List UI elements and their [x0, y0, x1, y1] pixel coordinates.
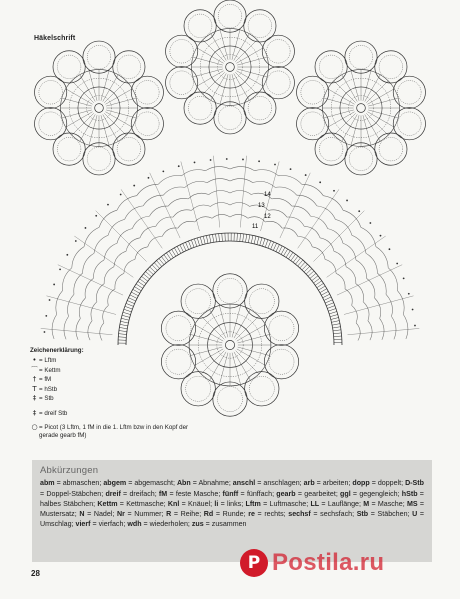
fan-band-stitch [323, 294, 330, 298]
abbreviation-key: Stb [356, 510, 369, 519]
fan-band-stitch [122, 315, 130, 317]
fan-ray [298, 189, 339, 248]
fan-band-stitch [191, 240, 194, 248]
abbreviation-key: Abn [176, 479, 191, 488]
fan-chain-dot [194, 162, 196, 164]
fan-band-stitch [334, 336, 342, 337]
fan-band-stitch [142, 276, 148, 281]
abbreviation-entry: M = Masche; [363, 499, 407, 508]
abbreviation-value: Kettmasche [126, 499, 164, 508]
abbreviation-value: doppelt [377, 479, 402, 488]
fan-band-stitch [330, 315, 338, 317]
fan-band-stitch [123, 312, 131, 314]
fan-band-stitch [206, 236, 208, 244]
abbreviation-key: wdh [127, 520, 142, 529]
abbreviation-entry: sechsf = sechsfach; [288, 510, 357, 519]
fan-band-stitch [177, 246, 181, 253]
fan-band-stitch [326, 303, 333, 306]
fan-chain-dot [66, 254, 68, 256]
abbreviation-entry: fünff = fünffach; [222, 489, 277, 498]
fan-band-stitch [126, 303, 133, 306]
fan-chain-dot [226, 158, 228, 160]
fan-chain-dot [49, 299, 51, 301]
abbreviation-value: Luftmasche [269, 499, 307, 508]
abbreviation-entry: Lftm = Luftmasche; [245, 499, 311, 508]
legend-item [30, 357, 190, 364]
abbreviation-value: sechsfach [320, 510, 353, 519]
fan-band-stitch [246, 234, 247, 242]
fan-band-stitch [200, 237, 202, 245]
fan-band-stitch [188, 241, 191, 248]
fan-band-stitch [281, 247, 285, 254]
abbreviation-entry: fM = feste Masche; [158, 489, 223, 498]
abbreviation-key: MS [406, 499, 418, 508]
fan-ray [121, 189, 162, 248]
abbreviation-value: Abnahme [198, 479, 229, 488]
fan-band-stitch [331, 318, 339, 320]
watermark [240, 549, 384, 577]
abbreviation-value: gegengleich [359, 489, 398, 498]
legend-title: Zeichenerklärung: [30, 347, 84, 354]
abbreviation-entry: R = Reihe; [166, 510, 204, 519]
single-crochet-icon: † [32, 375, 37, 384]
abbreviation-entry: Knl = Knäuel; [167, 499, 215, 508]
abbreviation-entry: vierf = vierfach; [75, 520, 128, 529]
fan-chain-dot [319, 181, 321, 183]
abbreviations-title: Abkürzungen [40, 465, 99, 476]
legend-text: = Stb [39, 395, 54, 403]
abbreviation-key: Nr [117, 510, 125, 519]
fan-ray [344, 296, 414, 315]
fan-band-stitch [219, 234, 220, 242]
abbreviation-value: Runde [222, 510, 244, 519]
motif-top-left [33, 41, 165, 175]
fan-band-stitch [143, 274, 149, 279]
fan-band-stitch [257, 237, 259, 245]
abbreviation-value: gearbeitet [304, 489, 336, 498]
abbreviation-value: Mustersatz [40, 510, 75, 519]
abbreviation-key: re [248, 510, 255, 519]
fan-band-stitch [164, 255, 169, 261]
abbreviation-key: N [79, 510, 85, 519]
motif-top-right [295, 41, 427, 175]
fan-band-stitch [118, 337, 126, 338]
legend-item [30, 376, 190, 383]
fan-band-stitch [320, 289, 327, 293]
fan-band-stitch [276, 245, 280, 252]
fan-band-stitch [131, 292, 138, 296]
fan-band-stitch [180, 245, 184, 252]
fan-band-stitch [134, 287, 141, 291]
abbreviation-entry: U = Umschlag; [40, 510, 425, 529]
abbreviation-key: vierf [75, 520, 91, 529]
abbreviation-entry: Rd = Runde; [203, 510, 249, 519]
fan-ray [58, 265, 123, 295]
fan-band-stitch [121, 318, 129, 320]
fan-chain-dot [346, 200, 348, 202]
fan-band-stitch [328, 309, 336, 312]
abbreviation-entry: wdh = wiederholen; [127, 520, 192, 529]
abbreviation-key: Lftm [245, 499, 261, 508]
fan-chain-dot [403, 277, 405, 279]
fan-band-stitch [159, 258, 164, 264]
picot-icon: ○ [31, 423, 38, 432]
fan-band-stitch [119, 334, 127, 335]
fan-chain-dot [274, 164, 276, 166]
legend-item [30, 410, 190, 417]
fan-band-stitch [286, 251, 290, 258]
fan-chain-dot [358, 210, 360, 212]
fan-chain-dot [120, 194, 122, 196]
fan-band-stitch [186, 242, 189, 249]
abbreviation-value: Nummer [134, 510, 162, 519]
abbreviation-value: Lauflänge [327, 499, 359, 508]
fan-band-stitch [268, 241, 271, 248]
fan-chain-dot [178, 165, 180, 167]
fan-band-stitch [315, 281, 322, 286]
legend-text: = Kettm [39, 366, 61, 374]
triple-crochet-icon: ‡ [32, 408, 37, 417]
fan-chain-dot [107, 204, 109, 206]
fan-band-stitch [295, 258, 300, 264]
fan-band-stitch [119, 331, 127, 332]
fan-band-stitch [284, 249, 288, 256]
abbreviation-value: Reihe [180, 510, 200, 519]
abbreviation-entry: MS = Mustersatz; [40, 499, 425, 519]
fan-band-stitch [288, 252, 292, 259]
fan-band-stitch [133, 289, 140, 293]
abbreviation-entry: li = links; [214, 499, 246, 508]
fan-band-stitch [251, 235, 253, 243]
fan-band-stitch [136, 284, 143, 288]
fan-ray [150, 173, 180, 238]
fan-ray [46, 296, 116, 315]
fan-band-stitch [317, 283, 324, 287]
row-marker-13: 13 [258, 203, 265, 209]
fan-band-stitch [212, 234, 213, 242]
abbreviation-value: Knäuel [188, 499, 211, 508]
fan-ray [348, 328, 420, 334]
double-crochet-icon: ‡ [32, 394, 37, 403]
fan-band-stitch [331, 321, 339, 323]
abbreviation-key: Kettm [97, 499, 118, 508]
abbreviation-key: Rd [203, 510, 214, 519]
fan-band-stitch [237, 233, 238, 241]
fan-band-stitch [119, 327, 127, 328]
fan-band-stitch [313, 278, 319, 283]
abbreviation-value: feste Masche [175, 489, 219, 498]
legend-text: = fM [39, 376, 52, 384]
abbreviation-entry: Kettm = Kettmasche; [97, 499, 168, 508]
fan-ray [337, 265, 402, 295]
abbreviation-key: ggl [340, 489, 351, 498]
fan-band-stitch [260, 238, 262, 246]
fan-band-stitch [321, 291, 328, 295]
fan-band-stitch [312, 276, 318, 281]
abbreviation-entry: anschl = anschlagen; [232, 479, 304, 488]
row-marker-11: 11 [252, 224, 259, 230]
abbreviation-value: arbeiten [322, 479, 349, 488]
abbreviation-key: U [412, 510, 418, 519]
fan-chain-dot [380, 235, 382, 237]
fan-chain-dot [333, 190, 335, 192]
fan-chain-dot [95, 215, 97, 217]
fan-band-stitch [216, 234, 217, 242]
fan-chain-dot [290, 168, 292, 170]
abbreviation-entry: zus = zusammen [191, 520, 247, 529]
abbreviation-key: M [363, 499, 370, 508]
fan-band-stitch [120, 324, 128, 325]
fan-band-stitch [332, 324, 340, 326]
abbreviation-entry: Nr = Nummer; [117, 510, 167, 519]
fan-band-stitch [172, 249, 176, 256]
abbreviation-value: halbes Stäbchen [40, 499, 94, 508]
abbreviation-value: vierfach [98, 520, 124, 529]
fan-band-stitch [197, 238, 199, 246]
diagram-heading: Häkelschrift [34, 35, 76, 42]
fan-band-stitch [127, 301, 134, 304]
fan-band-stitch [324, 297, 331, 300]
fan-band-stitch [183, 243, 186, 250]
abbreviation-entry: re = rechts; [248, 510, 289, 519]
fan-band-stitch [166, 253, 171, 260]
symbol-legend [30, 347, 190, 441]
abbreviations-box [32, 460, 432, 562]
fan-band-stitch [265, 240, 268, 248]
fan-band-stitch [329, 312, 337, 314]
legend-item [30, 424, 190, 439]
legend-item [30, 367, 190, 374]
abbreviation-entry: Stb = Stäbchen; [356, 510, 413, 519]
row-marker-12: 12 [264, 214, 271, 220]
abbreviation-key: li [214, 499, 219, 508]
abbreviation-key: zus [191, 520, 204, 529]
fan-band-stitch [161, 257, 166, 263]
fan-band-stitch [293, 256, 298, 262]
watermark-text: Postila.ru [272, 549, 385, 576]
fan-chain-dot [369, 222, 371, 224]
fan-band-stitch [169, 251, 173, 258]
abbreviation-key: gearb [276, 489, 296, 498]
abbreviation-entry: ggl = gegengleich; [340, 489, 402, 498]
abbreviation-entry: hStb = halbes Stäbchen; [40, 489, 424, 508]
fan-chain-dot [389, 248, 391, 250]
fan-ray [327, 236, 386, 277]
abbreviation-value: dreifach [129, 489, 155, 498]
fan-ray [41, 328, 113, 334]
abbreviation-entry: N = Nadel; [79, 510, 117, 519]
fan-chain-dot [75, 240, 77, 242]
abbreviations-list [40, 478, 424, 529]
fan-band-stitch [254, 236, 256, 244]
fan-chain-dot [148, 177, 150, 179]
fan-band-stitch [273, 243, 276, 250]
fan-chain-dot [396, 263, 398, 265]
row-markers [252, 192, 271, 230]
abbreviation-value: Nadel [93, 510, 113, 519]
fan-band-stitch [291, 254, 296, 260]
abbreviation-key: hStb [401, 489, 418, 498]
legend-text: = dreif Stb [39, 409, 68, 417]
abbreviation-key: D-Stb [405, 479, 424, 488]
fan-chain-dot [305, 174, 307, 176]
fan-band-stitch [140, 279, 146, 284]
fan-band-stitch [262, 239, 264, 247]
fan-band-stitch [333, 330, 341, 331]
fan-chain-dot [414, 325, 416, 327]
fan-chain-dot [85, 227, 87, 229]
abbreviation-value: wiederholen [149, 520, 188, 529]
fan-ray [181, 161, 200, 231]
legend-item [30, 386, 190, 393]
fan-chain-dot [258, 160, 260, 162]
fan-ray [74, 236, 133, 277]
abbreviation-entry: arb = arbeiten; [303, 479, 353, 488]
fan-chain-dot [210, 159, 212, 161]
abbreviation-entry: dopp = doppelt; [352, 479, 406, 488]
abbreviation-key: fM [158, 489, 168, 498]
fan-chain-dot [133, 185, 135, 187]
fan-ray [280, 173, 310, 238]
half-double-icon: T [32, 384, 37, 393]
fan-band-stitch [318, 286, 325, 290]
fan-chain-dot [412, 309, 414, 311]
fan-band-stitch [243, 234, 244, 242]
fan-band-stitch [121, 321, 129, 323]
row-marker-14: 14 [264, 192, 271, 198]
abbreviation-key: arb [303, 479, 315, 488]
fan-band-stitch [124, 309, 132, 312]
abbreviation-entry: LL = Lauflänge; [310, 499, 364, 508]
fan-band-stitch [333, 327, 341, 328]
chain-icon: • [32, 356, 37, 365]
fan-band-stitch [128, 298, 135, 301]
fan-band-stitch [209, 235, 210, 243]
page-number: 28 [31, 569, 40, 578]
abbreviation-key: R [166, 510, 172, 519]
abbreviation-value: fünffach [246, 489, 273, 498]
abbreviation-key: dopp [352, 479, 370, 488]
fan-band-stitch [125, 306, 133, 309]
abbreviation-key: dreif [105, 489, 121, 498]
fan-band-stitch [279, 246, 283, 253]
abbreviation-entry: dreif = dreifach; [105, 489, 159, 498]
legend-text: = Lftm [39, 357, 57, 365]
fan-band-stitch [194, 239, 197, 247]
motif-top-center [164, 0, 296, 134]
legend-item [30, 395, 190, 402]
fan-chain-dot [44, 331, 46, 333]
fan-chain-dot [242, 159, 244, 161]
fan-chain-dot [162, 170, 164, 172]
abbreviation-key: fünff [222, 489, 239, 498]
fan-band-stitch [325, 300, 332, 303]
abbreviation-value: links [227, 499, 242, 508]
fan-chain-dot [59, 268, 61, 270]
abbreviation-value: abmaschen [62, 479, 100, 488]
abbreviation-key: abm [40, 479, 55, 488]
fan-band-stitch [203, 236, 205, 244]
abbreviation-key: Knl [167, 499, 180, 508]
fan-chain-dot [45, 315, 47, 317]
fan-band-stitch [271, 242, 274, 249]
abbreviation-entry: Abn = Abnahme; [176, 479, 233, 488]
abbreviation-entry: abgem = abgemascht; [103, 479, 177, 488]
abbreviation-entry: D-Stb = Doppel-Stäbchen; [40, 479, 424, 498]
legend-text: = hStb [39, 385, 58, 393]
abbreviation-key: LL [310, 499, 320, 508]
fan-band-stitch [130, 295, 137, 299]
fan-band-stitch [327, 306, 334, 309]
fan-chain-dot [408, 293, 410, 295]
fan-band-stitch [174, 248, 178, 255]
legend-text: = Picot (3 Lftm, 1 fM in die 1. Lftm bzw in den Kopf der gerade gearb fM) [39, 424, 189, 439]
fan-band-stitch [138, 281, 145, 286]
abbreviation-value: anschlagen [263, 479, 300, 488]
abbreviation-value: abgemascht [134, 479, 173, 488]
abbreviation-value: Masche [377, 499, 403, 508]
abbreviation-value: rechts [264, 510, 284, 519]
slip-stitch-icon: ⌒ [31, 365, 38, 374]
postila-logo-icon: P [240, 549, 268, 577]
abbreviation-entry: abm = abmaschen; [40, 479, 104, 488]
abbreviation-key: anschl [232, 479, 256, 488]
abbreviation-value: zusammen [211, 520, 247, 529]
abbreviation-value: Doppel-Stäbchen [46, 489, 102, 498]
fan-band-stitch [222, 233, 223, 241]
abbreviation-value: Stäbchen [377, 510, 408, 519]
fan-chain-dot [53, 284, 55, 286]
fan-band-stitch [248, 235, 249, 243]
fan-band-stitch [333, 333, 341, 334]
abbreviation-value: Umschlag [40, 520, 72, 529]
abbreviation-key: abgem [103, 479, 127, 488]
abbreviation-key: sechsf [288, 510, 311, 519]
fan-band-stitch [240, 233, 241, 241]
abbreviation-entry: gearb = gearbeitet; [276, 489, 341, 498]
